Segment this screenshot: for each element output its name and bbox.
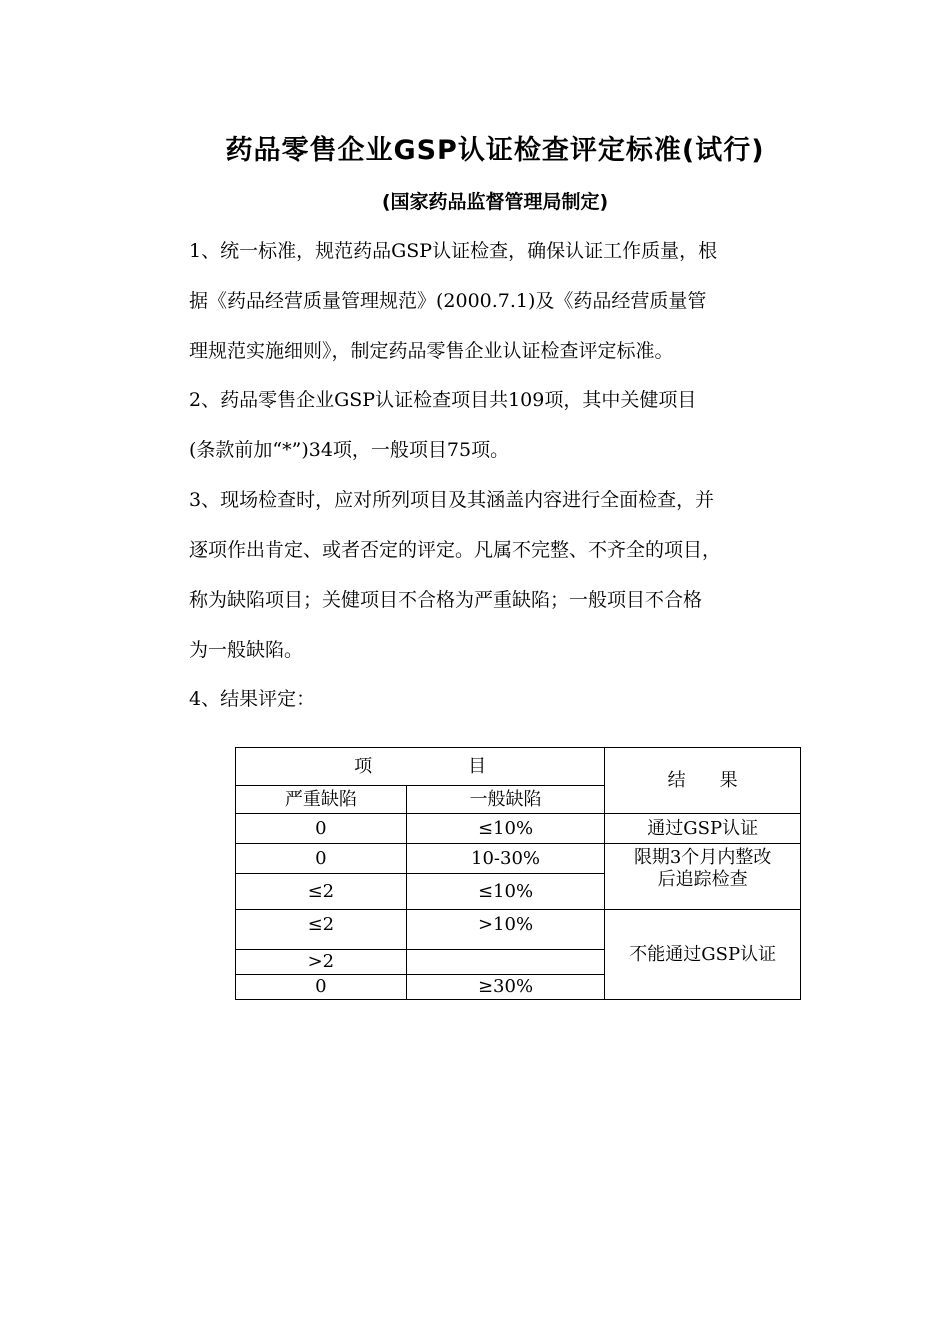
- paragraph-1: [189, 226, 829, 376]
- paragraph-line: 为一般缺陷。: [189, 639, 304, 661]
- cell-severe: 0: [236, 975, 407, 1000]
- paragraph-line: 4、结果评定：: [189, 688, 316, 710]
- document-title: 药品零售企业GSP认证检查评定标准(试行): [225, 135, 765, 166]
- paragraph-3: [189, 475, 829, 675]
- header-result-right: 果: [719, 769, 738, 791]
- table-row: [236, 844, 801, 874]
- paragraph-2: [189, 375, 829, 475]
- paragraph-line: 3、现场检查时，应对所列项目及其涵盖内容进行全面检查，并: [189, 489, 715, 511]
- header-item-right: 目: [468, 755, 487, 777]
- paragraph-line: 据《药品经营质量管理规范》(2000.7.1)及《药品经营质量管: [189, 290, 707, 312]
- result-limited-line2: 后追踪检查: [657, 869, 748, 890]
- col-header-general: 一般缺陷: [406, 786, 605, 814]
- table-row: [236, 910, 801, 950]
- header-item-left: 项: [354, 755, 373, 777]
- cell-severe: 0: [236, 844, 407, 874]
- result-limited-line1: 限期3个月内整改: [633, 847, 772, 868]
- col-header-severe: 严重缺陷: [236, 786, 407, 814]
- paragraph-line: 逐项作出肯定、或者否定的评定。凡属不完整、不齐全的项目，: [189, 539, 722, 561]
- cell-general: ≤10%: [406, 874, 605, 910]
- cell-result-pass: 通过GSP认证: [605, 814, 801, 844]
- header-result-left: 结: [667, 769, 686, 791]
- paragraph-line: 2、药品零售企业GSP认证检查项目共109项，其中关健项目: [189, 389, 697, 411]
- document-subtitle: (国家药品监督管理局制定): [381, 191, 609, 213]
- cell-severe: >2: [236, 950, 407, 975]
- table-row: [236, 814, 801, 844]
- paragraph-line: 理规范实施细则》，制定药品零售企业认证检查评定标准。: [189, 340, 674, 362]
- cell-result-limited: [605, 844, 801, 910]
- table-header-row: [236, 748, 801, 786]
- cell-severe: ≤2: [236, 910, 407, 950]
- cell-general: 10-30%: [406, 844, 605, 874]
- cell-general: ≥30%: [406, 975, 605, 1000]
- cell-result-fail: 不能通过GSP认证: [605, 910, 801, 1000]
- paragraph-line: (条款前加“*”)34项，一般项目75项。: [189, 439, 510, 461]
- paragraph-line: 称为缺陷项目；关健项目不合格为严重缺陷；一般项目不合格: [189, 589, 703, 611]
- paragraph-4: [189, 674, 829, 724]
- header-item-cell: [236, 748, 605, 786]
- cell-general: [406, 950, 605, 975]
- cell-general: ≤10%: [406, 814, 605, 844]
- paragraph-line: 1、统一标准，规范药品GSP认证检查，确保认证工作质量，根: [189, 240, 718, 262]
- header-result-cell: [605, 748, 801, 814]
- cell-general: >10%: [406, 910, 605, 950]
- cell-severe: 0: [236, 814, 407, 844]
- result-table: [235, 747, 801, 1000]
- cell-severe: ≤2: [236, 874, 407, 910]
